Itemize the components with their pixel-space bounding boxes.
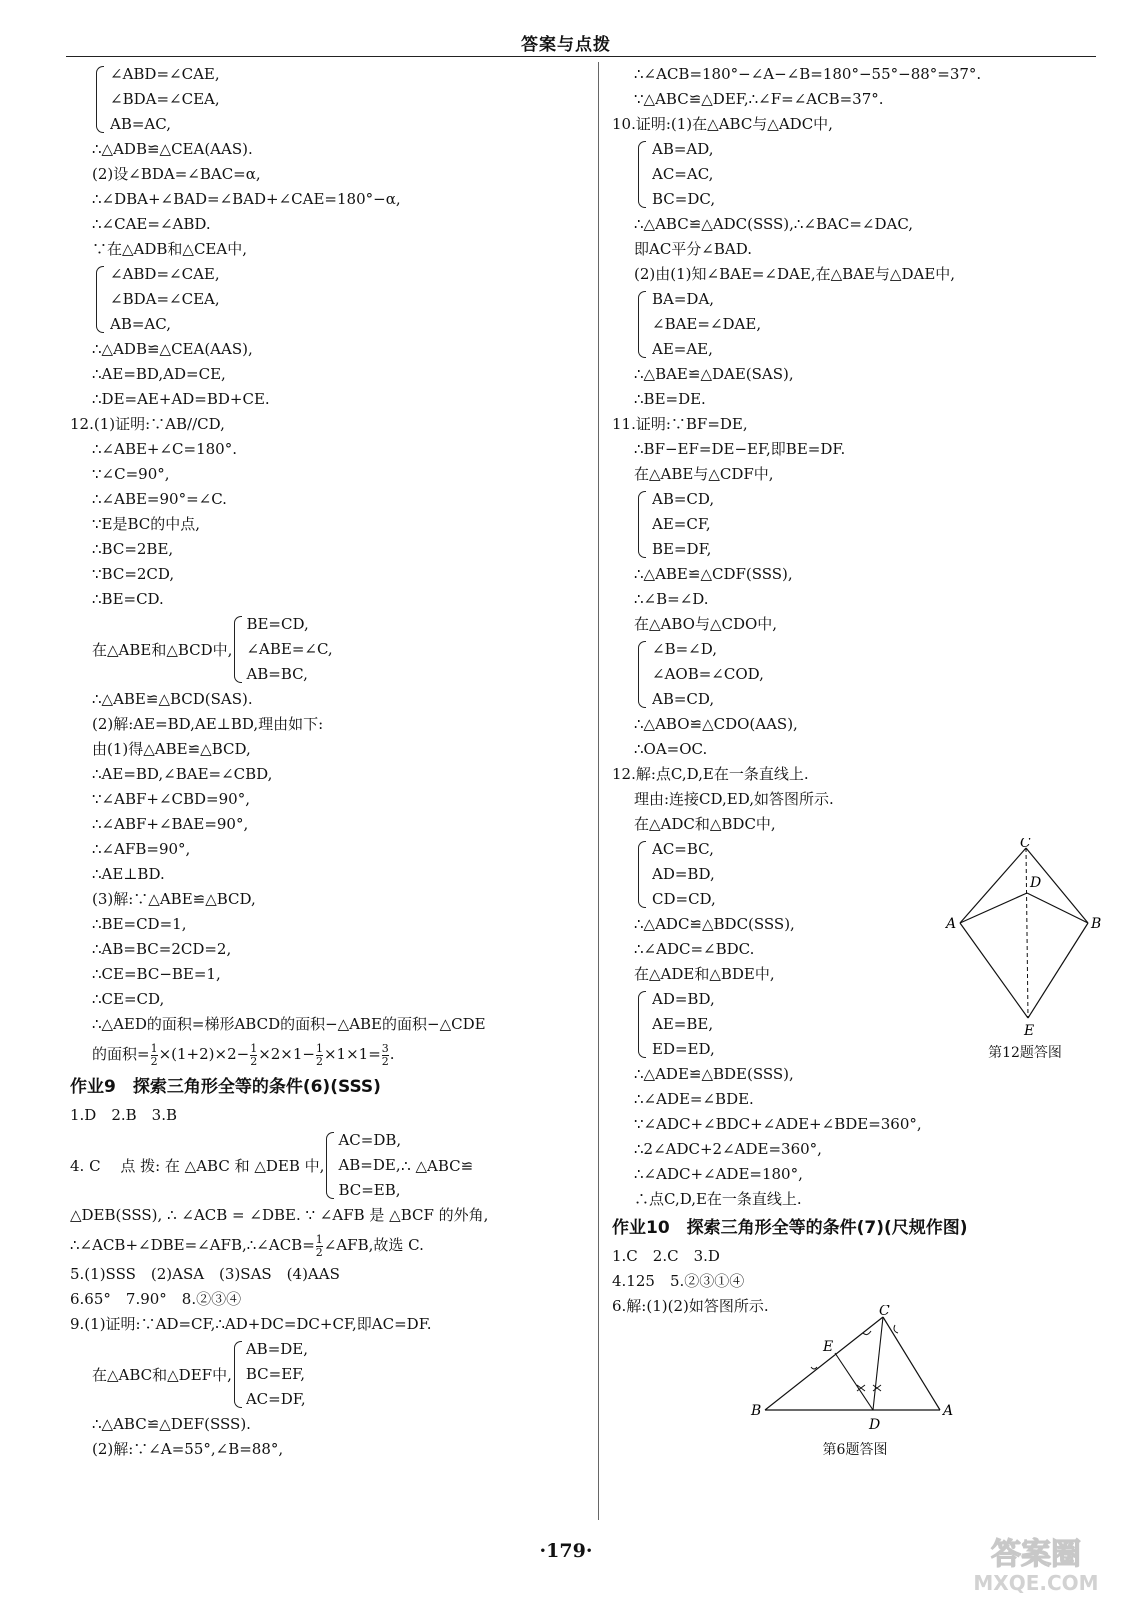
text-line: ∴∠ABE+∠C=180°. xyxy=(92,440,237,458)
inline-equation-system xyxy=(70,1128,590,1203)
text-line: ∴∠ACB=180°−∠A−∠B=180°−55°−88°=37°. xyxy=(634,65,982,83)
text-line: ∴CE=CD, xyxy=(92,990,165,1008)
label-C: C xyxy=(879,1305,890,1319)
area-equation xyxy=(70,1037,590,1071)
text-line: (2)解:AE=BD,AE⊥BD,理由如下: xyxy=(92,715,324,733)
system-line: BC=EB, xyxy=(338,1181,401,1199)
system-prefix: 在△ABC和△DEF中, xyxy=(92,1366,232,1384)
answer-line: 6.解:(1)(2)如答图所示. xyxy=(612,1297,769,1315)
text-line: ∵∠ABF+∠CBD=90°, xyxy=(92,790,250,808)
text-line: 在△ADE和△BDE中, xyxy=(634,965,775,983)
system-line: ∠BAE=∠DAE, xyxy=(652,315,762,333)
question-number: 11.证明:∵BF=DE, xyxy=(612,415,748,433)
text-line: ∵∠ADC+∠BDC+∠ADE+∠BDE=360°, xyxy=(634,1115,922,1133)
text-line: ∴AE=BD,∠BAE=∠CBD, xyxy=(92,765,273,783)
system-line: ∠ABD=∠CAE, xyxy=(110,265,220,283)
answer-line: 9.(1)证明:∵AD=CF,∴AD+DC=DC+CF,即AC=DF. xyxy=(70,1315,432,1333)
text-line: ∴△ABO≌△CDO(AAS), xyxy=(634,715,798,733)
system-suffix: ∴ △ABC≌ xyxy=(401,1156,474,1175)
equation-system xyxy=(70,262,590,337)
equation-system xyxy=(612,287,1102,362)
system-line: AC=BC, xyxy=(652,840,714,858)
text-line: ∴△ADB≌△CEA(AAS), xyxy=(92,340,253,358)
kite-diagram xyxy=(940,838,1110,1038)
figure-caption: 第6题答图 xyxy=(822,1442,888,1458)
site-watermark-logo xyxy=(946,1530,1126,1596)
text-line: ∴2∠ADC+2∠ADE=360°, xyxy=(634,1140,822,1158)
system-line: ∠B=∠D, xyxy=(652,640,717,658)
text-line: ∴△ABE≌△BCD(SAS). xyxy=(92,690,253,708)
text-line: ∴DE=AE+AD=BD+CE. xyxy=(92,390,270,408)
fraction: $\frac{1}{2}$ xyxy=(250,1041,258,1068)
system-line: AB=DE, xyxy=(338,1156,401,1174)
text-line: 在△ABO与△CDO中, xyxy=(634,615,778,633)
text-line: ∴△ADC≌△BDC(SSS), xyxy=(634,915,795,933)
text-line: ∴△ABC≌△ADC(SSS),∴∠BAC=∠DAC, xyxy=(634,215,914,233)
figure-q12 xyxy=(940,838,1110,1063)
system-line: AE=AE, xyxy=(652,340,713,358)
text-line: ∴△ADE≌△BDE(SSS), xyxy=(634,1065,794,1083)
system-line: BC=DC, xyxy=(652,190,716,208)
system-line: AE=BE, xyxy=(652,1015,714,1033)
system-prefix: 在△ABE和△BCD中, xyxy=(92,641,233,659)
equation-system xyxy=(324,1128,401,1203)
text-line: ∴CE=BC−BE=1, xyxy=(92,965,221,983)
equation-system xyxy=(612,637,1102,712)
watermark-url: MXQE.COM xyxy=(973,1571,1099,1595)
label-E: E xyxy=(1024,1023,1035,1038)
system-line: ED=ED, xyxy=(652,1040,715,1058)
figure-q6 xyxy=(745,1305,965,1465)
system-line: CD=CD, xyxy=(652,890,716,908)
text-line: ∵在△ADB和△CEA中, xyxy=(92,240,247,258)
text-line: ∴∠ADE=∠BDE. xyxy=(634,1090,754,1108)
question-number: 12.解:点C,D,E在一条直线上. xyxy=(612,765,809,783)
text-line: ∵△ABC≌△DEF,∴∠F=∠ACB=37°. xyxy=(634,90,884,108)
system-line: BC=EF, xyxy=(245,1365,305,1383)
system-line: AB=CD, xyxy=(652,490,715,508)
section-heading: 作业9 探索三角形全等的条件(6)(SSS) xyxy=(70,1077,381,1097)
fraction: $\frac{3}{2}$ xyxy=(381,1041,389,1068)
text-line: ∴△BAE≌△DAE(SAS), xyxy=(634,365,794,383)
system-line: BE=DF, xyxy=(652,540,712,558)
label-E: E xyxy=(823,1339,834,1355)
answer-line: △DEB(SSS), ∴ ∠ACB = ∠DBE. ∵ ∠AFB 是 △BCF 的外角, xyxy=(70,1206,489,1224)
triangle-construction-diagram xyxy=(745,1305,965,1435)
text-line: ∴△ABC≌△DEF(SSS). xyxy=(92,1415,251,1433)
text-line: 理由:连接CD,ED,如答图所示. xyxy=(634,790,834,808)
text-line: ∴△ABE≌△CDF(SSS), xyxy=(634,565,793,583)
text-line: ∴BC=2BE, xyxy=(92,540,174,558)
text-line: (2)由(1)知∠BAE=∠DAE,在△BAE与△DAE中, xyxy=(634,265,956,283)
system-line: AB=CD, xyxy=(652,690,715,708)
system-line: AE=CF, xyxy=(652,515,711,533)
system-line: ∠BDA=∠CEA, xyxy=(110,290,220,308)
inline-equation-system xyxy=(92,612,590,687)
equation-system xyxy=(612,487,1102,562)
text-line: ∴BE=CD. xyxy=(92,590,164,608)
text-line: ∴BE=CD=1, xyxy=(92,915,187,933)
text-line: ∴OA=OC. xyxy=(634,740,708,758)
text-line: ∴BF−EF=DE−EF,即BE=DF. xyxy=(634,440,846,458)
label-D: D xyxy=(1030,875,1042,891)
text-line: 在△ABE与△CDF中, xyxy=(634,465,774,483)
text-line: ∴∠ADC=∠BDC. xyxy=(634,940,755,958)
fraction: $\frac{1}{2}$ xyxy=(315,1232,323,1259)
system-line: BE=CD, xyxy=(246,615,309,633)
system-line: AB=BC, xyxy=(246,665,308,683)
question-number: 12.(1)证明:∵AB//CD, xyxy=(70,415,225,433)
equation-system xyxy=(70,62,590,137)
text-line: ∴AE=BD,AD=CE, xyxy=(92,365,226,383)
system-line: AC=AC, xyxy=(652,165,714,183)
system-line: AD=BD, xyxy=(652,990,715,1008)
text-line: 由(1)得△ABE≌△BCD, xyxy=(92,740,251,758)
left-column xyxy=(70,62,590,1462)
text-line: ∴∠B=∠D. xyxy=(634,590,709,608)
label-D: D xyxy=(869,1417,881,1433)
text-line: (2)解:∵∠A=55°,∠B=88°, xyxy=(92,1440,284,1458)
text-line: ∴∠DBA+∠BAD=∠BAD+∠CAE=180°−α, xyxy=(92,190,401,208)
text-line: ∴AB=BC=2CD=2, xyxy=(92,940,232,958)
label-A: A xyxy=(946,916,957,932)
fraction: $\frac{1}{2}$ xyxy=(315,1041,323,1068)
equation-text: ∠AFB,故选 C. xyxy=(323,1236,424,1254)
system-line: ∠AOB=∠COD, xyxy=(652,665,764,683)
text-line: ∴AE⊥BD. xyxy=(92,865,165,883)
text-line: ∴BE=DE. xyxy=(634,390,706,408)
system-line: AD=BD, xyxy=(652,865,715,883)
answer-line: 6.65° 7.90° 8.②③④ xyxy=(70,1290,242,1308)
text-line: ∵BC=2CD, xyxy=(92,565,175,583)
equation-system xyxy=(232,612,332,687)
label-A: A xyxy=(943,1403,954,1419)
answer-line: 1.C 2.C 3.D xyxy=(612,1247,720,1265)
question-number: 10.证明:(1)在△ABC与△ADC中, xyxy=(612,115,833,133)
right-column xyxy=(612,62,1102,1319)
system-line: AB=AC, xyxy=(110,115,171,133)
text-line: (3)解:∵△ABE≌△BCD, xyxy=(92,890,256,908)
label-B: B xyxy=(1091,916,1102,932)
answer-line xyxy=(70,1228,590,1262)
fraction: $\frac{1}{2}$ xyxy=(150,1041,158,1068)
text-line: ∴△AED的面积=梯形ABCD的面积−△ABE的面积−△CDE xyxy=(92,1015,486,1033)
system-line: AB=AD, xyxy=(652,140,714,158)
equation-text: . xyxy=(389,1045,395,1063)
system-line: AB=DE, xyxy=(245,1340,309,1358)
watermark-text: 答案圈 xyxy=(991,1537,1081,1572)
equation-text: 的面积= xyxy=(92,1045,150,1063)
text-line: ∴点C,D,E在一条直线上. xyxy=(634,1190,802,1208)
system-line: ∠ABE=∠C, xyxy=(246,640,333,658)
label-C: C xyxy=(1020,838,1031,851)
system-prefix: 4. C 点 拨: 在 △ABC 和 △DEB 中, xyxy=(70,1157,325,1175)
header-rule xyxy=(66,56,1096,57)
page-header-title: 答案与点拨 xyxy=(521,35,611,55)
answer-line: 5.(1)SSS (2)ASA (3)SAS (4)AAS xyxy=(70,1265,340,1283)
system-line: ∠BDA=∠CEA, xyxy=(110,90,220,108)
system-line: BA=DA, xyxy=(652,290,715,308)
column-divider xyxy=(598,62,599,1520)
section-heading: 作业10 探索三角形全等的条件(7)(尺规作图) xyxy=(612,1218,968,1238)
system-line: AC=DF, xyxy=(245,1390,306,1408)
equation-system xyxy=(612,137,1102,212)
system-line: ∠ABD=∠CAE, xyxy=(110,65,220,83)
equation-text: ×1×1= xyxy=(323,1045,381,1063)
inline-equation-system xyxy=(92,1337,590,1412)
text-line: ∴∠ABE=90°=∠C. xyxy=(92,490,227,508)
text-line: ∵∠C=90°, xyxy=(92,465,170,483)
answer-line: 1.D 2.B 3.B xyxy=(70,1106,178,1124)
equation-text: ∴∠ACB+∠DBE=∠AFB,∴∠ACB= xyxy=(70,1236,315,1254)
equation-system xyxy=(232,1337,308,1412)
text-line: ∴△ADB≌△CEA(AAS). xyxy=(92,140,253,158)
system-line: AB=AC, xyxy=(110,315,171,333)
text-line: ∴∠AFB=90°, xyxy=(92,840,191,858)
text-line: ∴∠ABF+∠BAE=90°, xyxy=(92,815,249,833)
text-line: ∴∠ADC+∠ADE=180°, xyxy=(634,1165,803,1183)
text-line: 在△ADC和△BDC中, xyxy=(634,815,776,833)
answer-line: 4.125 5.②③①④ xyxy=(612,1272,745,1290)
text-line: 即AC平分∠BAD. xyxy=(634,240,752,258)
text-line: ∵E是BC的中点, xyxy=(92,515,201,533)
equation-text: ×2×1− xyxy=(258,1045,315,1063)
equation-text: ×(1+2)×2− xyxy=(158,1045,250,1063)
text-line: (2)设∠BDA=∠BAC=α, xyxy=(92,165,261,183)
page-number: ·179· xyxy=(539,1540,593,1562)
figure-caption: 第12题答图 xyxy=(988,1045,1062,1061)
label-B: B xyxy=(751,1403,762,1419)
text-line: ∴∠CAE=∠ABD. xyxy=(92,215,211,233)
system-line: AC=DB, xyxy=(338,1131,402,1149)
